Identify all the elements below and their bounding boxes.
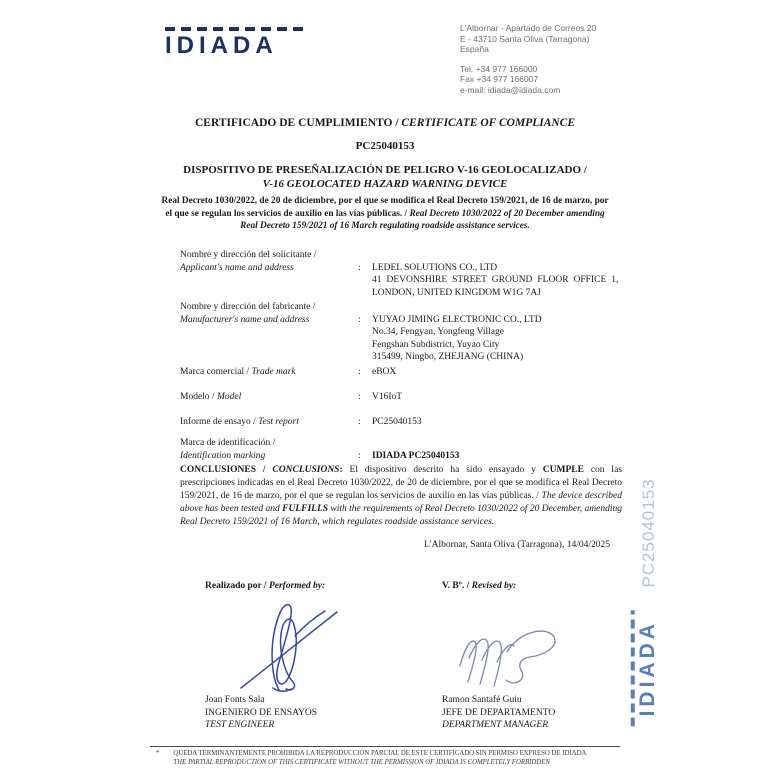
email-line: e-mail: idiada@idiada.com bbox=[460, 84, 561, 95]
field-test-report: Informe de ensayo / Test report : PC25040153 bbox=[180, 416, 620, 429]
vertical-idiada-logo-dashes bbox=[631, 610, 635, 726]
field-label: Marca de identificación / Identification marking bbox=[180, 438, 276, 461]
fax-line: Fax +34 977 166007 bbox=[460, 74, 539, 84]
performed-signer-block bbox=[205, 694, 317, 732]
vertical-certificate-number-watermark: PC25040153 bbox=[639, 478, 658, 588]
regulation-paragraph: Real Decreto 1030/2022, de 20 de diciembre, por el que se modifica el Real Decreto 159/2021, de 16 de marzo, por el que se regulan los servicios de auxilio en las vías públicas. / Real Decreto 1030/2022 of 20 December amending Real Decreto 159/2021 of 16 March regulating roadside assistance services. bbox=[161, 196, 609, 232]
field-trademark: Marca comercial / Trade mark : eBOX bbox=[180, 366, 620, 379]
place-and-date: L'Albornar, Santa Oliva (Tarragona), 14/04/2025 bbox=[424, 540, 610, 550]
address-line: España bbox=[460, 44, 489, 54]
field-manufacturer: Nombre y dirección del fabricante / Manufacturer's name and address : YUYAO JIMING ELECTRONIC CO., LTD No.34, Fengyan, Yongfeng Village Fengshan Subdistrict, Yuyao City 315499, Ningbo, ZHEJIANG (CHINA) bbox=[180, 301, 620, 364]
idiada-logo-text: IDIADA bbox=[165, 32, 278, 59]
field-value: IDIADA PC25040153 bbox=[372, 450, 460, 461]
conclusions-paragraph: CONCLUSIONES / CONCLUSIONS: El dispositivo descrito ha sido ensayado y CUMPLE con las prescripciones indicadas en el Real Decreto 1030/2022, de 20 de diciembre, por el que se modifica el Real Decreto 159/2021, de 16 de marzo, por el que se regulan los servicios de auxilio en las vías públicas. / The device described above has been tested and FULFILLS with the requirements of Real Decreto 1030/2022 of 20 December, amending Real Decreto 159/2021 of 16 March, which regulates roadside assistance services. bbox=[180, 465, 622, 527]
field-value: PC25040153 bbox=[372, 417, 422, 427]
field-label: Marca comercial / Trade mark bbox=[180, 367, 296, 377]
vertical-idiada-logo: IDIADA bbox=[631, 608, 658, 728]
field-label: Modelo / Model bbox=[180, 392, 242, 402]
footnote-marker: * bbox=[156, 750, 160, 757]
signer-title-es: JEFE DE DEPARTAMENTO bbox=[442, 707, 556, 718]
device-title: DISPOSITIVO DE PRESEÑALIZACIÓN DE PELIGRO V-16 GEOLOCALIZADO / V-16 GEOLOCATED HAZARD WARNING DEVICE bbox=[183, 164, 587, 190]
signer-title-en: TEST ENGINEER bbox=[205, 720, 275, 730]
footer-divider bbox=[150, 746, 620, 747]
signer-title-en: DEPARTMENT MANAGER bbox=[442, 720, 548, 730]
field-applicant: Nombre y dirección del solicitante / Applicant's name and address : LEDEL SOLUTIONS CO., LTD 41 DEVONSHIRE STREET GROUND FLOOR OFFICE 1, LONDON, UNITED KINGDOM W1G 7AJ bbox=[180, 250, 619, 298]
field-value: YUYAO JIMING ELECTRONIC CO., LTD No.34, Fengyan, Yongfeng Village Fengshan Subdistrict, Yuyao City 315499, Ningbo, ZHEJIANG (CHINA) bbox=[372, 314, 542, 362]
field-value: LEDEL SOLUTIONS CO., LTD 41 DEVONSHIRE STREET GROUND FLOOR OFFICE 1, LONDON, UNITED KINGDOM W1G 7AJ bbox=[372, 262, 619, 298]
footnote-en: THE PARTIAL REPRODUCTION OF THIS CERTIFICATE WITHOUT THE PERMISSION OF IDIADA IS COMPLETELY FORBIDDEN bbox=[173, 758, 550, 766]
performed-by-label: Realizado por / Performed by: bbox=[205, 581, 326, 591]
address-line: E - 43710 Santa Oliva (Tarragona) bbox=[460, 33, 590, 44]
signer-title-es: INGENIERO DE ENSAYOS bbox=[205, 707, 318, 718]
idiada-logo-dashes bbox=[165, 27, 305, 31]
certificate-title: CERTIFICADO DE CUMPLIMIENTO / CERTIFICATE OF COMPLIANCE bbox=[194, 117, 576, 129]
revised-signature bbox=[452, 622, 564, 690]
field-label: Nombre y dirección del solicitante / Applicant's name and address bbox=[180, 250, 317, 273]
idiada-logo bbox=[165, 27, 305, 58]
address-line: L'Albornar - Apartado de Correos 20 bbox=[460, 23, 597, 33]
phone-line: Tel. +34 977 166000 bbox=[460, 63, 538, 74]
signer-name: Joan Fonts Sala bbox=[205, 695, 265, 705]
footer-note bbox=[156, 750, 620, 767]
revised-signer-block bbox=[442, 694, 555, 732]
field-model: Modelo / Model : V16IoT bbox=[180, 391, 620, 404]
performed-signature bbox=[233, 592, 348, 694]
footnote-es: QUEDA TERMINANTEMENTE PROHIBIDA LA REPRODUCCIÓN PARCIAL DE ESTE CERTIFICADO SIN PERMISO EXPRESO DE IDIADA bbox=[173, 750, 587, 757]
field-value: V16IoT bbox=[372, 392, 403, 402]
revised-by-label: V. Bº. / Revised by: bbox=[442, 581, 517, 591]
field-label: Nombre y dirección del fabricante / Manufacturer's name and address bbox=[180, 302, 316, 325]
field-value: eBOX bbox=[372, 367, 397, 377]
field-identification-marking: Marca de identificación / Identification marking : IDIADA PC25040153 bbox=[180, 437, 620, 462]
address-block bbox=[460, 23, 596, 104]
field-label: Informe de ensayo / Test report bbox=[180, 417, 299, 427]
certificate-number: PC25040153 bbox=[355, 140, 415, 152]
signer-name: Ramon Santafé Guiu bbox=[442, 695, 522, 705]
